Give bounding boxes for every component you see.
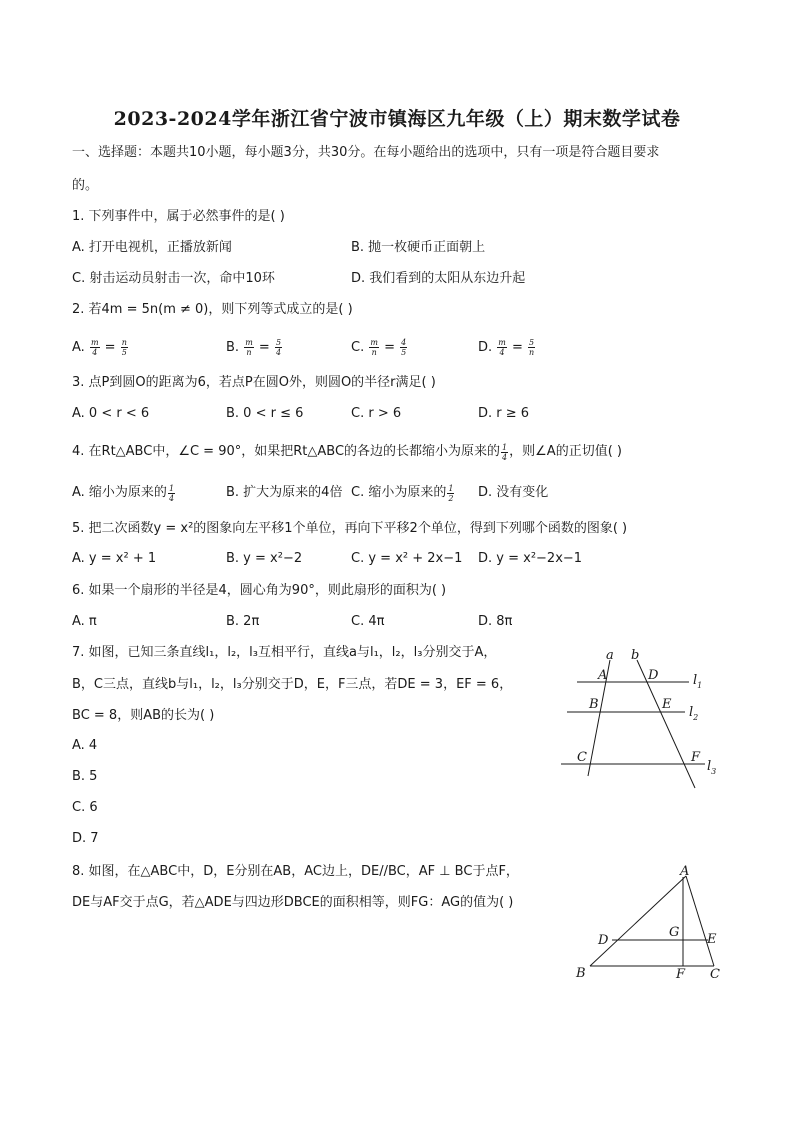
q3-stem: 3. 点P到圆O的距离为6，若点P在圆O外，则圆O的半径r满足( ) — [72, 375, 436, 390]
section-heading-cont: 的。 — [72, 178, 99, 193]
triangle-figure — [568, 860, 728, 990]
q3-option-b: B. 0 < r ≤ 6 — [226, 406, 304, 421]
side-ac — [686, 876, 714, 966]
q8-stem-line1: 8. 如图，在△ABC中，D，E分别在AB，AC边上，DE//BC，AF ⊥ BC于点F， — [72, 864, 519, 879]
q1-option-b: B. 抛一枚硬币正面朝上 — [351, 240, 486, 255]
label-l2: $l_2$ — [689, 705, 699, 722]
label-F: F — [691, 750, 701, 765]
q1-option-c: C. 射击运动员射击一次，命中10环 — [72, 271, 275, 286]
label-b: b — [631, 648, 640, 663]
label-E: E — [707, 932, 717, 947]
q7-stem-line2: B，C三点，直线b与l₁，l₂，l₃分别交于D，E，F三点，若DE = 3，EF = 6， — [72, 677, 513, 692]
q6-stem: 6. 如果一个扇形的半径是4，圆心角为90°，则此扇形的面积为( ) — [72, 583, 447, 598]
q7-option-d: D. 7 — [72, 831, 99, 846]
q5-option-c: C. y = x² + 2x−1 — [351, 551, 463, 566]
label-D: D — [648, 668, 659, 683]
side-ab — [590, 876, 686, 966]
parallel-lines-figure — [555, 640, 735, 790]
q4-option-b: B. 扩大为原来的4倍 — [226, 485, 343, 500]
q7-option-a: A. 4 — [72, 738, 98, 753]
line-b — [637, 660, 695, 788]
q8-stem-line2: DE与AF交于点G，若△ADE与四边形DBCE的面积相等，则FG：AG的值为( ) — [72, 895, 514, 910]
q6-option-a: A. π — [72, 614, 97, 629]
q1-stem: 1. 下列事件中，属于必然事件的是( ) — [72, 209, 285, 224]
label-a: a — [606, 648, 614, 663]
q3-option-c: C. r > 6 — [351, 406, 402, 421]
q2-option-b: B. $\frac{m}{n}$ = $\frac{5}{4}$ — [226, 338, 282, 357]
q6-option-d: D. 8π — [478, 614, 513, 629]
q1-option-d: D. 我们看到的太阳从东边升起 — [351, 271, 526, 286]
q6-option-b: B. 2π — [226, 614, 260, 629]
q5-option-a: A. y = x² + 1 — [72, 551, 157, 566]
q2-option-c: C. $\frac{m}{n}$ = $\frac{4}{5}$ — [351, 338, 407, 357]
label-D: D — [598, 933, 609, 948]
label-E: E — [662, 697, 672, 712]
label-l1: $l_1$ — [693, 673, 703, 690]
label-G: G — [669, 925, 680, 940]
q1-option-a: A. 打开电视机，正播放新闻 — [72, 240, 232, 255]
q7-option-b: B. 5 — [72, 769, 98, 784]
q3-option-a: A. 0 < r < 6 — [72, 406, 150, 421]
q4-option-d: D. 没有变化 — [478, 485, 549, 500]
q5-stem: 5. 把二次函数y = x²的图象向左平移1个单位，再向下平移2个单位，得到下列哪个函数的图象( ) — [72, 521, 628, 536]
q2-stem: 2. 若4m = 5n(m ≠ 0)，则下列等式成立的是( ) — [72, 302, 353, 317]
q6-option-c: C. 4π — [351, 614, 385, 629]
q4-option-c: C. 缩小为原来的 $\frac{1}{2}$ — [351, 484, 454, 503]
q4-stem: 4. 在Rt△ABC中，∠C = 90°，如果把Rt△ABC的各边的长都缩小为原来的 $\frac{1}{4}$ ，则∠A的正切值( ) — [72, 443, 622, 462]
label-A: A — [598, 668, 608, 683]
q2-option-d: D. $\frac{m}{4}$ = $\frac{5}{n}$ — [478, 338, 535, 357]
label-B: B — [589, 697, 599, 712]
section-heading: 一、选择题：本题共10小题，每小题3分，共30分。在每小题给出的选项中，只有一项是符合题目要求 — [72, 145, 660, 160]
label-A: A — [680, 864, 690, 879]
q3-option-d: D. r ≥ 6 — [478, 406, 530, 421]
label-C: C — [577, 750, 587, 765]
q7-stem-line1: 7. 如图，已知三条直线l₁，l₂，l₃互相平行，直线a与l₁，l₂，l₃分别交于A， — [72, 645, 497, 660]
q7-option-c: C. 6 — [72, 800, 98, 815]
q5-option-b: B. y = x²−2 — [226, 551, 303, 566]
q5-option-d: D. y = x²−2x−1 — [478, 551, 583, 566]
q4-option-a: A. 缩小为原来的 $\frac{1}{4}$ — [72, 484, 175, 503]
page-title: 2023-2024学年浙江省宁波市镇海区九年级（上）期末数学试卷 — [113, 108, 681, 130]
q2-option-a: A. $\frac{m}{4}$ = $\frac{n}{5}$ — [72, 338, 127, 357]
label-C: C — [710, 967, 720, 982]
label-l3: $l_3$ — [707, 759, 717, 776]
label-B: B — [576, 966, 586, 981]
q7-stem-line3: BC = 8，则AB的长为( ) — [72, 708, 215, 723]
label-F: F — [676, 967, 686, 982]
